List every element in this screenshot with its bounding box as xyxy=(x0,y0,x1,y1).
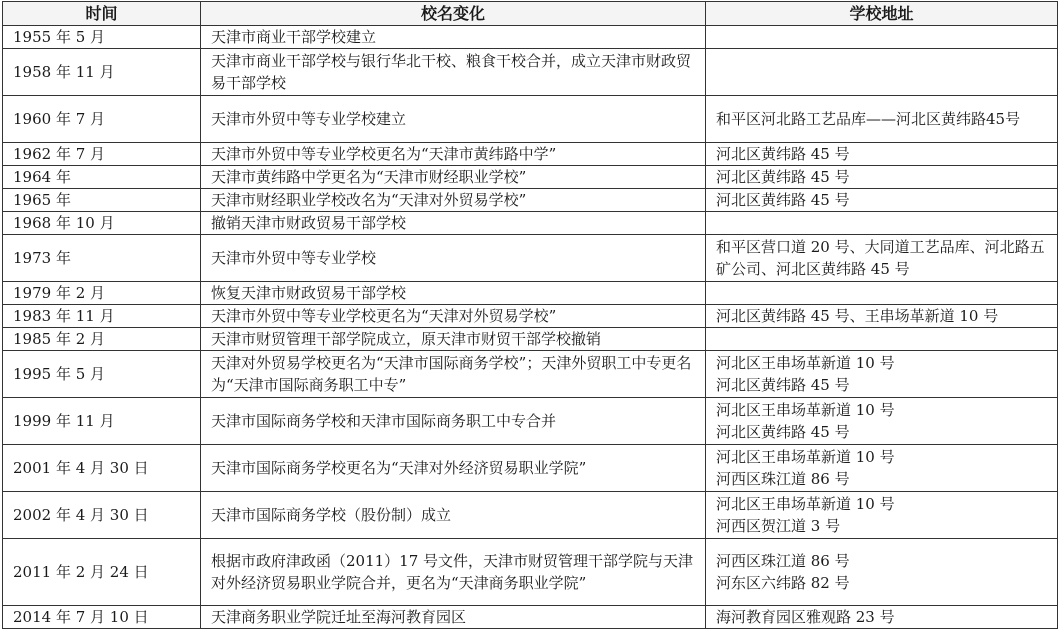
time-cell: 2014 年 7 月 10 日 xyxy=(3,606,201,629)
event-cell: 天津市财经职业学校改名为“天津对外贸易学校” xyxy=(201,189,706,212)
table-row xyxy=(3,166,1058,189)
time-cell: 2002 年 4 月 30 日 xyxy=(3,492,201,539)
address-cell xyxy=(706,26,1058,49)
table-row xyxy=(3,282,1058,305)
event-cell: 天津市外贸中等专业学校 xyxy=(201,235,706,282)
event-cell: 撤销天津市财政贸易干部学校 xyxy=(201,212,706,235)
time-cell: 1985 年 2 月 xyxy=(3,328,201,351)
table-row xyxy=(3,143,1058,166)
event-cell: 天津市国际商务学校（股份制）成立 xyxy=(201,492,706,539)
address-cell: 河北区黄纬路 45 号 xyxy=(706,143,1058,166)
address-cell: 河北区王串场革新道 10 号 河西区珠江道 86 号 xyxy=(706,445,1058,492)
event-cell: 天津市商业干部学校与银行华北干校、粮食干校合并，成立天津市财政贸易干部学校 xyxy=(201,49,706,96)
address-cell: 河北区黄纬路 45 号 xyxy=(706,189,1058,212)
table-row xyxy=(3,96,1058,143)
address-cell: 河北区王串场革新道 10 号 河北区黄纬路 45 号 xyxy=(706,351,1058,398)
time-cell: 2001 年 4 月 30 日 xyxy=(3,445,201,492)
event-cell: 天津市商业干部学校建立 xyxy=(201,26,706,49)
address-cell: 河北区王串场革新道 10 号 河西区贺江道 3 号 xyxy=(706,492,1058,539)
time-cell: 1955 年 5 月 xyxy=(3,26,201,49)
table-row xyxy=(3,328,1058,351)
time-cell: 1964 年 xyxy=(3,166,201,189)
event-cell: 天津市国际商务学校更名为“天津对外经济贸易职业学院” xyxy=(201,445,706,492)
table-row xyxy=(3,212,1058,235)
time-cell: 1973 年 xyxy=(3,235,201,282)
event-cell: 天津市外贸中等专业学校更名为“天津市黄纬路中学” xyxy=(201,143,706,166)
table-row xyxy=(3,398,1058,445)
table-header-row xyxy=(3,2,1058,26)
event-cell: 恢复天津市财政贸易干部学校 xyxy=(201,282,706,305)
time-cell: 1983 年 11 月 xyxy=(3,305,201,328)
event-cell: 天津市外贸中等专业学校更名为“天津对外贸易学校” xyxy=(201,305,706,328)
time-cell: 2011 年 2 月 24 日 xyxy=(3,539,201,606)
time-cell: 1958 年 11 月 xyxy=(3,49,201,96)
header-name-change: 校名变化 xyxy=(201,2,706,26)
event-cell: 根据市政府津政函（2011）17 号文件，天津市财贸管理干部学院与天津对外经济贸易职业学院合并，更名为“天津商务职业学院” xyxy=(201,539,706,606)
table-row xyxy=(3,305,1058,328)
header-time: 时间 xyxy=(3,2,201,26)
time-cell: 1968 年 10 月 xyxy=(3,212,201,235)
time-cell: 1979 年 2 月 xyxy=(3,282,201,305)
address-cell: 河北区黄纬路 45 号 xyxy=(706,166,1058,189)
header-address: 学校地址 xyxy=(706,2,1058,26)
address-cell xyxy=(706,212,1058,235)
address-cell: 和平区河北路工艺品库——河北区黄纬路45号 xyxy=(706,96,1058,143)
event-cell: 天津市财贸管理干部学院成立，原天津市财贸干部学校撤销 xyxy=(201,328,706,351)
event-cell: 天津商务职业学院迁址至海河教育园区 xyxy=(201,606,706,629)
event-cell: 天津市黄纬路中学更名为“天津市财经职业学校” xyxy=(201,166,706,189)
address-cell: 河西区珠江道 86 号 河东区六纬路 82 号 xyxy=(706,539,1058,606)
address-cell: 河北区黄纬路 45 号、王串场革新道 10 号 xyxy=(706,305,1058,328)
address-cell xyxy=(706,49,1058,96)
time-cell: 1960 年 7 月 xyxy=(3,96,201,143)
event-cell: 天津市国际商务学校和天津市国际商务职工中专合并 xyxy=(201,398,706,445)
table-row xyxy=(3,49,1058,96)
time-cell: 1995 年 5 月 xyxy=(3,351,201,398)
time-cell: 1965 年 xyxy=(3,189,201,212)
table-row xyxy=(3,492,1058,539)
time-cell: 1999 年 11 月 xyxy=(3,398,201,445)
table-row xyxy=(3,189,1058,212)
address-cell xyxy=(706,328,1058,351)
event-cell: 天津对外贸易学校更名为“天津市国际商务学校”；天津外贸职工中专更名为“天津市国际商务职工中专” xyxy=(201,351,706,398)
table-row xyxy=(3,445,1058,492)
time-cell: 1962 年 7 月 xyxy=(3,143,201,166)
address-cell: 海河教育园区雅观路 23 号 xyxy=(706,606,1058,629)
school-history-table xyxy=(2,1,1058,629)
address-cell: 河北区王串场革新道 10 号 河北区黄纬路 45 号 xyxy=(706,398,1058,445)
address-cell xyxy=(706,282,1058,305)
table-row xyxy=(3,606,1058,629)
table-row xyxy=(3,235,1058,282)
table-row xyxy=(3,351,1058,398)
table-row xyxy=(3,26,1058,49)
address-cell: 和平区营口道 20 号、大同道工艺品库、河北路五矿公司、河北区黄纬路 45 号 xyxy=(706,235,1058,282)
event-cell: 天津市外贸中等专业学校建立 xyxy=(201,96,706,143)
table-row xyxy=(3,539,1058,606)
